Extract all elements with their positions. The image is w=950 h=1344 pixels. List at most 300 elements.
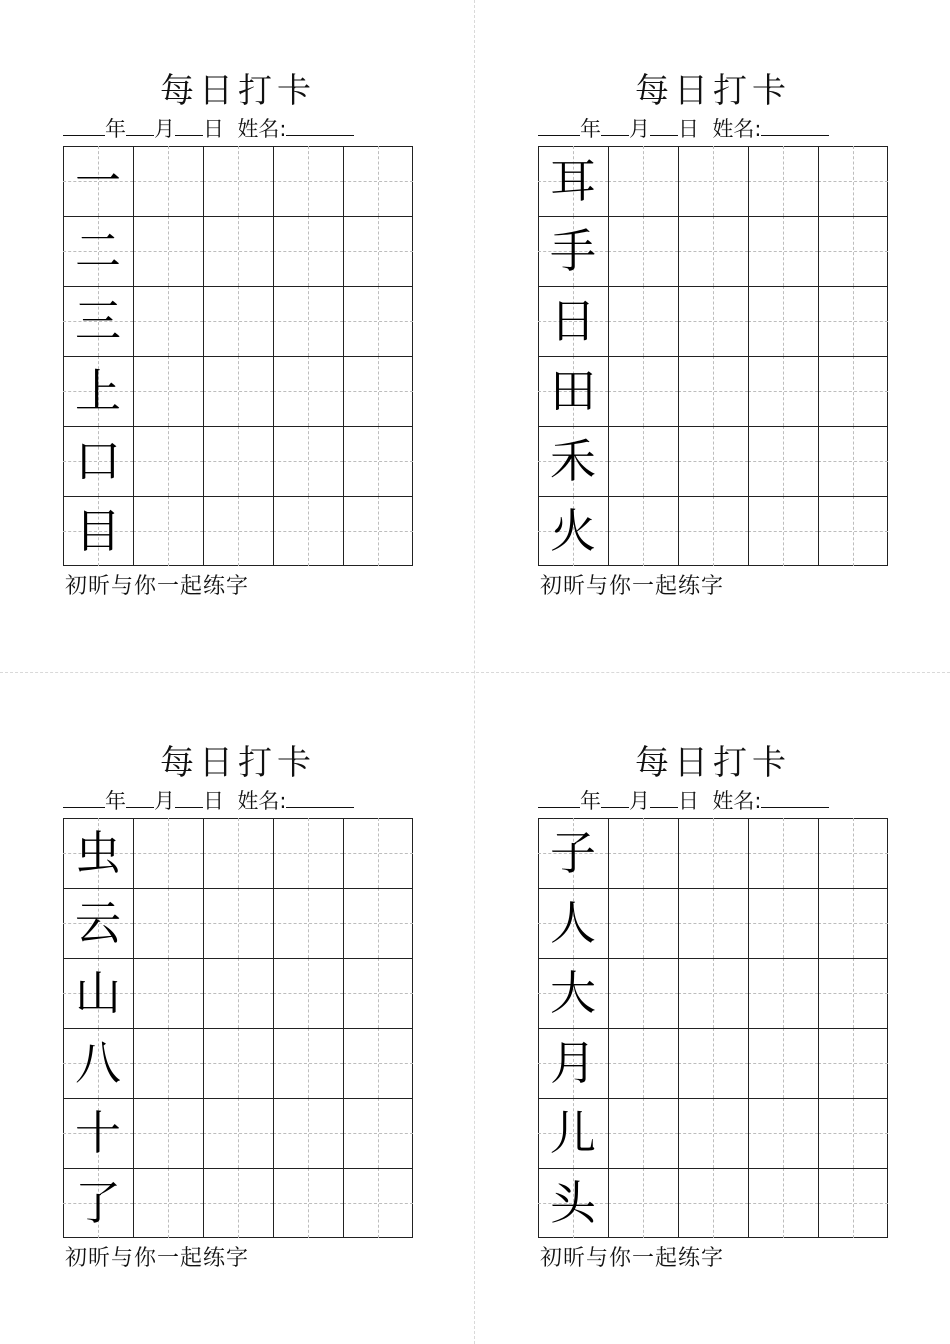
model-character-cell [538,818,608,888]
model-character: 八 [75,1036,121,1090]
guide-line-horizontal [818,461,888,462]
guide-line-horizontal [748,993,818,994]
grid-row [539,888,889,958]
guide-line-horizontal [818,1133,888,1134]
practice-cell[interactable] [678,958,748,1028]
month-label: 月 [154,789,175,813]
month-blank[interactable] [601,787,629,808]
name-blank[interactable] [761,115,829,136]
grid-row [64,888,414,958]
model-character-cell [63,1028,133,1098]
guide-line-horizontal [133,1063,203,1064]
practice-cell[interactable] [343,888,413,958]
name-label: 姓名: [237,117,287,141]
practice-cell[interactable] [133,496,203,566]
practice-cell[interactable] [133,286,203,356]
guide-line-horizontal [818,923,888,924]
grid-row-line [64,356,412,357]
month-label: 月 [629,117,650,141]
practice-cell[interactable] [748,146,818,216]
practice-cell[interactable] [818,818,888,888]
practice-cell[interactable] [608,146,678,216]
grid-row [64,356,414,426]
practice-cell[interactable] [818,216,888,286]
practice-cell[interactable] [748,496,818,566]
guide-line-horizontal [203,461,273,462]
guide-line-horizontal [203,923,273,924]
guide-line-horizontal [133,531,203,532]
practice-sheet [63,66,413,666]
name-label: 姓名: [712,117,762,141]
practice-cell[interactable] [678,1168,748,1238]
practice-cell[interactable] [343,1098,413,1168]
model-character-cell [63,216,133,286]
practice-cell[interactable] [273,1168,343,1238]
practice-cell[interactable] [273,818,343,888]
date-name-line [538,786,888,816]
guide-line-horizontal [273,1063,343,1064]
grid-row-line [539,1098,887,1099]
practice-cell[interactable] [343,216,413,286]
practice-cell[interactable] [343,286,413,356]
guide-line-horizontal [343,1133,413,1134]
grid-row-line [64,888,412,889]
model-character-cell [538,286,608,356]
practice-cell[interactable] [608,958,678,1028]
practice-cell[interactable] [133,818,203,888]
guide-line-horizontal [818,1063,888,1064]
model-character-cell [63,496,133,566]
model-character-cell [63,146,133,216]
model-character-cell [63,1168,133,1238]
practice-cell[interactable] [678,356,748,426]
sheet-footer: 初昕与你一起练字 [540,574,725,599]
grid-row [539,818,889,888]
practice-cell[interactable] [678,496,748,566]
model-character: 手 [550,224,596,278]
guide-line-horizontal [203,321,273,322]
model-character-cell [538,496,608,566]
practice-cell[interactable] [748,426,818,496]
practice-cell[interactable] [273,286,343,356]
writing-grid [63,818,413,1238]
practice-cell[interactable] [818,958,888,1028]
practice-cell[interactable] [273,496,343,566]
day-blank[interactable] [175,115,203,136]
guide-line-horizontal [818,321,888,322]
practice-cell[interactable] [818,426,888,496]
day-blank[interactable] [175,787,203,808]
year-blank[interactable] [63,787,105,808]
practice-cell[interactable] [343,426,413,496]
model-character: 上 [75,364,121,418]
practice-cell[interactable] [343,1028,413,1098]
model-character: 十 [75,1106,121,1160]
guide-line-horizontal [818,531,888,532]
grid-row [64,286,414,356]
grid-row [539,286,889,356]
guide-line-horizontal [678,531,748,532]
practice-cell[interactable] [133,888,203,958]
guide-line-horizontal [133,1133,203,1134]
practice-cell[interactable] [678,818,748,888]
guide-line-horizontal [748,251,818,252]
practice-cell[interactable] [818,1098,888,1168]
guide-line-horizontal [678,923,748,924]
day-label: 日 [203,789,224,813]
guide-line-horizontal [343,531,413,532]
practice-cell[interactable] [748,888,818,958]
guide-line-horizontal [273,923,343,924]
model-character: 月 [550,1036,596,1090]
practice-cell[interactable] [748,356,818,426]
grid-row [539,958,889,1028]
guide-line-horizontal [133,391,203,392]
practice-cell[interactable] [678,426,748,496]
practice-cell[interactable] [343,818,413,888]
writing-grid [63,146,413,566]
practice-cell[interactable] [203,818,273,888]
grid-row-line [64,958,412,959]
guide-line-horizontal [273,461,343,462]
guide-line-horizontal [818,1203,888,1204]
practice-cell[interactable] [133,356,203,426]
sheet-title: 每日打卡 [160,743,316,783]
model-character: 了 [75,1176,121,1230]
guide-line-horizontal [748,1133,818,1134]
practice-cell[interactable] [678,146,748,216]
grid-row-line [539,496,887,497]
guide-line-horizontal [678,993,748,994]
guide-line-horizontal [608,181,678,182]
model-character-cell [538,216,608,286]
practice-cell[interactable] [608,356,678,426]
guide-line-horizontal [133,461,203,462]
grid-row-line [539,1028,887,1029]
practice-cell[interactable] [203,1098,273,1168]
practice-cell[interactable] [818,1168,888,1238]
month-blank[interactable] [601,115,629,136]
model-character-cell [538,888,608,958]
model-character-cell [538,1098,608,1168]
sheet-footer: 初昕与你一起练字 [540,1246,725,1271]
practice-cell[interactable] [818,146,888,216]
month-blank[interactable] [126,115,154,136]
guide-line-horizontal [203,181,273,182]
guide-line-horizontal [203,853,273,854]
practice-cell[interactable] [203,216,273,286]
practice-cell[interactable] [818,888,888,958]
grid-row-line [64,426,412,427]
grid-row-line [539,356,887,357]
guide-line-horizontal [678,391,748,392]
name-label: 姓名: [712,789,762,813]
practice-cell[interactable] [608,888,678,958]
grid-row [539,146,889,216]
model-character: 儿 [550,1106,596,1160]
model-character: 目 [75,504,121,558]
practice-cell[interactable] [343,496,413,566]
model-character-cell [63,818,133,888]
guide-line-horizontal [133,923,203,924]
guide-line-horizontal [818,391,888,392]
guide-line-horizontal [608,531,678,532]
practice-cell[interactable] [343,958,413,1028]
practice-cell[interactable] [678,1098,748,1168]
practice-cell[interactable] [273,1028,343,1098]
guide-line-horizontal [133,853,203,854]
guide-line-horizontal [748,1203,818,1204]
model-character-cell [63,958,133,1028]
guide-line-horizontal [133,251,203,252]
practice-cell[interactable] [748,286,818,356]
month-blank[interactable] [126,787,154,808]
guide-line-horizontal [678,1203,748,1204]
practice-cell[interactable] [203,958,273,1028]
guide-line-horizontal [343,181,413,182]
practice-cell[interactable] [608,1098,678,1168]
practice-cell[interactable] [133,426,203,496]
guide-line-horizontal [608,1203,678,1204]
guide-line-horizontal [748,321,818,322]
practice-cell[interactable] [608,818,678,888]
guide-line-horizontal [273,1203,343,1204]
practice-sheet [63,738,413,1338]
grid-row-line [64,496,412,497]
guide-line-horizontal [203,531,273,532]
guide-line-horizontal [273,321,343,322]
grid-row-line [64,1168,412,1169]
model-character-cell [538,958,608,1028]
grid-row [64,216,414,286]
sheet-title: 每日打卡 [635,71,791,111]
date-name-line [538,114,888,144]
guide-line-horizontal [203,391,273,392]
model-character-cell [538,1168,608,1238]
guide-line-horizontal [133,181,203,182]
guide-line-horizontal [748,853,818,854]
guide-line-horizontal [678,251,748,252]
practice-cell[interactable] [818,286,888,356]
practice-cell[interactable] [133,1098,203,1168]
guide-line-horizontal [678,1063,748,1064]
model-character: 日 [550,294,596,348]
guide-line-horizontal [608,321,678,322]
guide-line-horizontal [748,181,818,182]
practice-cell[interactable] [273,888,343,958]
guide-line-horizontal [818,993,888,994]
guide-line-horizontal [608,993,678,994]
grid-row-line [64,1028,412,1029]
practice-cell[interactable] [748,1098,818,1168]
practice-cell[interactable] [678,1028,748,1098]
sheet-title: 每日打卡 [160,71,316,111]
grid-row [64,1168,414,1238]
model-character: 田 [550,364,596,418]
practice-cell[interactable] [678,888,748,958]
grid-row [64,1028,414,1098]
practice-cell[interactable] [133,958,203,1028]
practice-cell[interactable] [748,958,818,1028]
practice-cell[interactable] [678,286,748,356]
day-blank[interactable] [650,115,678,136]
guide-line-horizontal [343,321,413,322]
practice-cell[interactable] [273,958,343,1028]
guide-line-horizontal [203,1133,273,1134]
practice-cell[interactable] [818,356,888,426]
name-blank[interactable] [286,787,354,808]
practice-cell[interactable] [608,216,678,286]
guide-line-horizontal [273,391,343,392]
guide-line-horizontal [273,251,343,252]
guide-line-horizontal [203,1203,273,1204]
guide-line-horizontal [203,993,273,994]
date-name-line [63,786,413,816]
practice-cell[interactable] [818,496,888,566]
practice-cell[interactable] [133,1168,203,1238]
practice-cell[interactable] [608,1028,678,1098]
model-character: 子 [550,826,596,880]
grid-row [64,496,414,566]
date-name-line [63,114,413,144]
day-label: 日 [678,789,699,813]
practice-cell[interactable] [273,1098,343,1168]
practice-cell[interactable] [608,426,678,496]
year-label: 年 [580,117,601,141]
practice-cell[interactable] [273,146,343,216]
practice-cell[interactable] [203,888,273,958]
model-character: 大 [550,966,596,1020]
practice-cell[interactable] [748,818,818,888]
year-label: 年 [105,117,126,141]
practice-cell[interactable] [203,1028,273,1098]
guide-line-horizontal [678,181,748,182]
grid-row [539,216,889,286]
guide-line-horizontal [203,1063,273,1064]
grid-row [539,356,889,426]
grid-row [539,1028,889,1098]
day-label: 日 [678,117,699,141]
guide-line-horizontal [133,993,203,994]
practice-cell[interactable] [343,1168,413,1238]
model-character: 三 [75,294,121,348]
guide-line-horizontal [748,461,818,462]
model-character-cell [538,426,608,496]
guide-line-horizontal [678,853,748,854]
year-blank[interactable] [538,115,580,136]
year-blank[interactable] [538,787,580,808]
practice-cell[interactable] [608,1168,678,1238]
practice-cell[interactable] [203,426,273,496]
name-blank[interactable] [761,787,829,808]
guide-line-horizontal [818,251,888,252]
guide-line-horizontal [748,923,818,924]
practice-cell[interactable] [343,146,413,216]
guide-line-horizontal [203,251,273,252]
model-character: 二 [75,224,121,278]
guide-line-horizontal [133,1203,203,1204]
grid-row-line [64,1098,412,1099]
model-character-cell [538,356,608,426]
model-character: 虫 [75,826,121,880]
practice-cell[interactable] [273,356,343,426]
month-label: 月 [154,117,175,141]
sheet-footer: 初昕与你一起练字 [65,1246,250,1271]
grid-row [539,1098,889,1168]
guide-line-horizontal [608,391,678,392]
practice-cell[interactable] [273,426,343,496]
practice-cell[interactable] [818,1028,888,1098]
grid-row [64,958,414,1028]
guide-line-horizontal [608,1133,678,1134]
model-character: 一 [75,154,121,208]
practice-cell[interactable] [608,286,678,356]
model-character-cell [63,1098,133,1168]
grid-row-line [64,216,412,217]
model-character: 口 [75,434,121,488]
name-label: 姓名: [237,789,287,813]
guide-line-horizontal [608,251,678,252]
practice-cell[interactable] [133,216,203,286]
practice-cell[interactable] [203,146,273,216]
sheet-footer: 初昕与你一起练字 [65,574,250,599]
grid-row [539,1168,889,1238]
practice-cell[interactable] [608,496,678,566]
practice-cell[interactable] [678,216,748,286]
year-blank[interactable] [63,115,105,136]
day-label: 日 [203,117,224,141]
guide-line-horizontal [748,1063,818,1064]
guide-line-horizontal [343,923,413,924]
name-blank[interactable] [286,115,354,136]
guide-line-horizontal [608,853,678,854]
practice-cell[interactable] [273,216,343,286]
practice-cell[interactable] [748,1028,818,1098]
grid-row-line [539,1168,887,1169]
guide-line-horizontal [343,1063,413,1064]
practice-cell[interactable] [203,356,273,426]
practice-cell[interactable] [133,1028,203,1098]
guide-line-horizontal [343,251,413,252]
practice-cell[interactable] [748,216,818,286]
practice-cell[interactable] [203,1168,273,1238]
grid-row [64,426,414,496]
guide-line-horizontal [608,1063,678,1064]
guide-line-horizontal [678,1133,748,1134]
grid-row-line [539,888,887,889]
day-blank[interactable] [650,787,678,808]
model-character-cell [63,356,133,426]
guide-line-horizontal [273,1133,343,1134]
practice-cell[interactable] [133,146,203,216]
model-character: 禾 [550,434,596,488]
grid-row-line [539,286,887,287]
practice-cell[interactable] [343,356,413,426]
practice-cell[interactable] [748,1168,818,1238]
guide-line-horizontal [608,461,678,462]
guide-line-horizontal [273,531,343,532]
grid-row [539,496,889,566]
grid-row-line [539,216,887,217]
grid-row [539,426,889,496]
guide-line-horizontal [273,993,343,994]
guide-line-horizontal [608,923,678,924]
practice-cell[interactable] [203,286,273,356]
guide-line-horizontal [343,993,413,994]
writing-grid [538,818,888,1238]
year-label: 年 [580,789,601,813]
practice-cell[interactable] [203,496,273,566]
